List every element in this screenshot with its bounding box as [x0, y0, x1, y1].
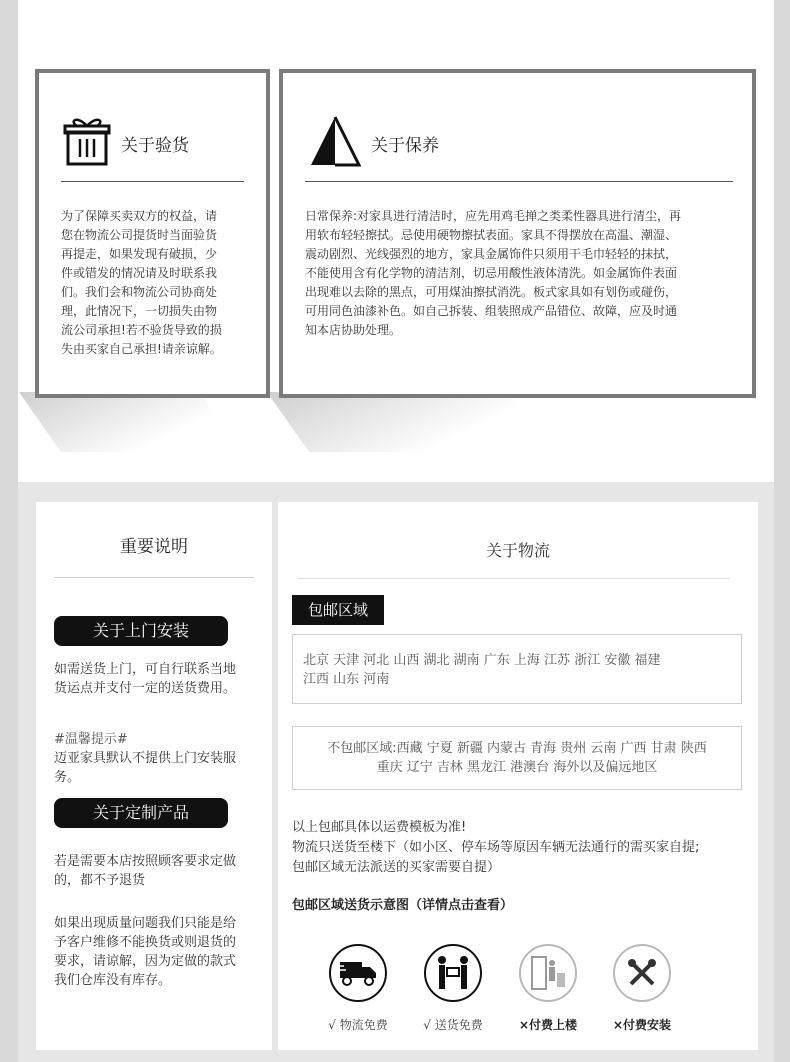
excluded-region-box: [292, 726, 742, 790]
divider: [61, 181, 244, 182]
quality-text: [54, 914, 260, 990]
service-upstairs-paid: [508, 944, 588, 1033]
maintenance-text: [305, 207, 739, 340]
install-tag: 关于上门安装: [54, 616, 228, 646]
text-line: 用软布轻轻擦拭。忌使用硬物擦拭表面。家具不得摆放在高温、潮湿、: [305, 228, 678, 242]
service-install-paid: [602, 944, 682, 1033]
text-line: 再提走，如果发现有破损，少: [61, 247, 218, 261]
inspection-card: [35, 69, 270, 398]
custom-tag: 关于定制产品: [54, 798, 228, 828]
divider: [54, 577, 254, 578]
text-line: 出现难以去除的黑点，可用煤油擦拭消洗。板式家具如有划伤或碰伤，: [305, 285, 678, 299]
tools-icon: [613, 944, 671, 1002]
divider: [298, 578, 730, 579]
text-line: 为了保障买卖双方的权益，请: [61, 209, 218, 223]
region-line: 重庆 辽宁 吉林 黑龙江 港澳台 海外以及偏远地区: [376, 760, 658, 775]
text-line: 我们仓库没有库存。: [54, 973, 172, 988]
divider: [305, 181, 733, 182]
free-region-box: [292, 634, 742, 704]
inspection-title: 关于验货: [121, 135, 189, 156]
service-logistics-free: [318, 944, 398, 1033]
text-line: 予客户维修不能换货或则退货的: [54, 935, 237, 950]
service-delivery-free: [413, 944, 493, 1033]
maintenance-title: 关于保养: [371, 135, 439, 156]
triangle-logo-icon: [309, 115, 361, 171]
inspection-header: [63, 115, 189, 171]
text-line: 若是需要本店按照顾客要求定做: [54, 854, 237, 869]
text-line: 不能使用含有化学物的清洁剂，切忌用酸性液体清洗。如金属饰件表面: [305, 266, 678, 280]
service-label: ×付费安装: [612, 1018, 672, 1032]
truck-icon: [329, 944, 387, 1002]
service-label: √ 物流免费: [328, 1018, 388, 1032]
text-line: 如果出现质量问题我们只能是给: [54, 916, 237, 931]
text-line: 知本店协助处理。: [305, 323, 402, 337]
tip-label: #温馨提示#: [54, 732, 128, 747]
text-line: 震动剧烈、光线强烈的地方，家具金属饰件只须用干毛巾轻轻的抹拭，: [305, 247, 678, 261]
free-shipping-tag: 包邮区域: [292, 595, 384, 625]
text-line: 务。: [54, 770, 81, 785]
region-line: 北京 天津 河北 山西 湖北 湖南 广东 上海 江苏 浙江 安徽 福建: [303, 653, 661, 668]
region-line: 江西 山东 河南: [303, 672, 390, 687]
maintenance-card: [279, 69, 756, 398]
right-frame: [774, 0, 790, 1062]
left-frame: [0, 0, 18, 1062]
delivery-map-link[interactable]: 包邮区域送货示意图（详情点击查看）: [292, 898, 514, 913]
important-panel: [36, 502, 272, 1050]
shipping-note: 以上包邮具体以运费模板为准!: [292, 820, 467, 835]
custom-text: [54, 852, 260, 890]
elevator-icon: [519, 944, 577, 1002]
install-text: [54, 660, 260, 698]
shipping-note: 包邮区域无法派送的买家需要自提）: [292, 860, 501, 875]
text-line: 理，此情况下，一切损失由物: [61, 304, 218, 318]
service-label: √ 送货免费: [423, 1018, 483, 1032]
region-line: 不包邮区域:西藏 宁夏 新疆 内蒙古 青海 贵州 云南 广西 甘肃 陕西: [327, 741, 707, 756]
text-line: 们。我们会和物流公司协商处: [61, 285, 218, 299]
text-line: 如需送货上门，可自行联系当地: [54, 662, 237, 677]
text-line: 货运点并支付一定的送货费用。: [54, 681, 237, 696]
text-line: 的，都不予退货: [54, 873, 146, 888]
service-label: ×付费上楼: [518, 1018, 578, 1032]
tip-text: [54, 749, 260, 787]
card-shadow: [267, 392, 549, 452]
logistics-panel: [278, 502, 758, 1050]
bottom-section: [18, 482, 774, 1062]
delivery-person-icon: [424, 944, 482, 1002]
important-title: 重要说明: [120, 537, 188, 557]
text-line: 迈亚家具默认不提供上门安装服: [54, 751, 237, 766]
text-line: 您在物流公司提货时当面验货: [61, 228, 218, 242]
text-line: 可用同色油漆补色。如自己拆装、组装照成产品错位、故障，应及时通: [305, 304, 678, 318]
text-line: 流公司承担!若不验货导致的损: [61, 323, 222, 337]
inspection-text: [61, 207, 247, 359]
text-line: 要求，请谅解，因为定做的款式: [54, 954, 237, 969]
maintenance-header: [309, 115, 439, 171]
shipping-note: 物流只送货至楼下（如小区、停车场等原因车辆无法通行的需买家自提;: [292, 840, 700, 855]
gift-box-icon: [63, 115, 111, 171]
text-line: 件或错发的情况请及时联系我: [61, 266, 218, 280]
logistics-title: 关于物流: [485, 541, 550, 560]
text-line: 日常保养:对家具进行清洁时，应先用鸡毛掸之类柔性器具进行清尘，再: [305, 209, 682, 223]
text-line: 失由买家自己承担!请亲谅解。: [61, 342, 222, 356]
